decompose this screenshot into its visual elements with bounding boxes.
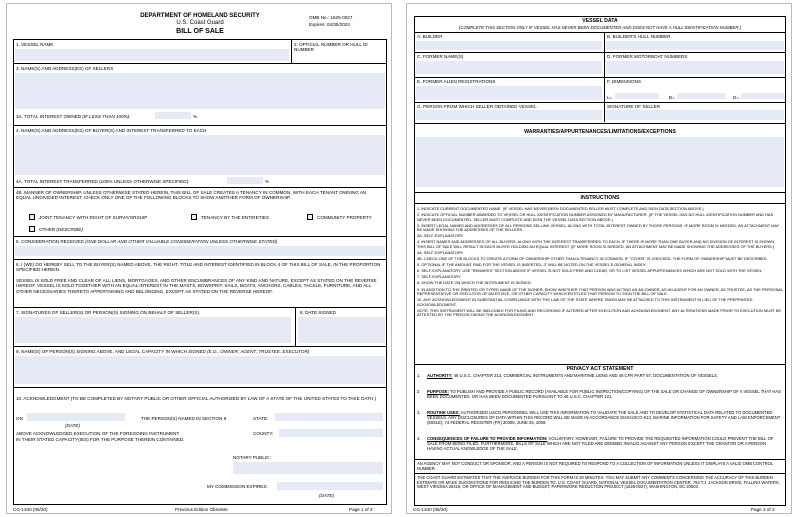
community-property-checkbox[interactable] [307, 214, 313, 220]
divider [13, 307, 387, 308]
obtained-from-label: G. PERSON FROM WHICH SELLER OBTAINED VESSEL [417, 104, 537, 109]
depth-label: D= [733, 95, 740, 100]
omb-number: OMB No.: 1625-0027 [309, 15, 353, 20]
date-signed-label: 8. DATE SIGNED [300, 310, 336, 315]
other-ownership-checkbox[interactable] [29, 226, 35, 232]
joint-tenancy-checkbox[interactable] [29, 214, 35, 220]
depth-input[interactable] [741, 93, 784, 99]
divider [414, 52, 786, 53]
divider [414, 203, 786, 204]
hull-number-input[interactable] [606, 41, 784, 50]
commission-expires-label: MY COMMISSION EXPIRES: [207, 484, 268, 489]
commission-expires-input[interactable] [277, 482, 383, 490]
page-number: Page 1 of 2 [349, 507, 373, 512]
other-ownership-label: OTHER (DESCRIBE) [39, 227, 83, 232]
breadth-input[interactable] [677, 93, 725, 99]
builder-input[interactable] [416, 41, 602, 50]
signer-names-label: 9. NAME(S) OF PERSON(S) SIGNING ABOVE, AND LEGAL CAPACITY IN WHICH SIGNED (E.G., OWNER, AGENT, TRUSTEE, EXECUTOR) [16, 349, 310, 354]
consideration-input[interactable] [15, 246, 385, 256]
ack-execution-text: ABOVE ACKNOWLEDGED EXECUTION OF THE FOREGOING INSTRUMENT [16, 431, 180, 436]
vessel-name-input[interactable] [15, 49, 289, 61]
alien-registrations-label: E. FORMER ALIEN REGISTRATIONS [417, 79, 496, 84]
former-motorboat-label: D. FORMER MOTORBOAT NUMBERS [607, 54, 688, 59]
interest-transferred-input[interactable] [227, 177, 263, 184]
vessel-data-note: (COMPLETE THIS SECTION ONLY IF VESSEL HAS NEVER BEEN DOCUMENTED AND DOES NOT HAVE A HULL IDENTIFICATION NUMBER.) [458, 25, 742, 30]
privacy-consequences: CONSEQUENCES OF FAILURE TO PROVIDE INFORMATION: VOLUNTARY. HOWEVER, FAILURE TO PROVIDE THE REQUESTED INFORMATION COULD PREVENT THE BILL OF SALE FROM BEING FILED. FURTHERMORE, BILLS OF SALE WHICH ARE NOT FILED ARE DEEMED INVALID AGAINST ANY PERSON EXCEPT THE GRANTOR OR A PERSON HAVING ACTUAL KNOWLEDGE OF THE SALE. [427, 436, 774, 451]
instruction-item: 7. SELF-EXPLANATORY. [417, 274, 462, 280]
divider [414, 32, 786, 33]
county-input[interactable] [279, 429, 383, 437]
instruction-item: 1. INDICATE CURRENT DOCUMENTED NAME. (IF VESSEL HAS NEVER BEEN DOCUMENTED SELLER MUST COMPLETE AND SIGN DATA SECTION ABOVE.) [417, 206, 704, 211]
free-and-clear-statement: VESSEL IS SOLD FREE AND CLEAR OF ALL LIENS, MORTGAGES, AND OTHER ENCUMBRANCES OF ANY KIND AND NATURE, EXCEPT AS STATED ON THE REVERSE HEREOF. VESSEL IS SOLD TOGETHER WITH AN EQUAL INTEREST IN THE MASTS, BOWSPRIT, SAILS, BOATS, ANCHORS, CABLES, TACKLE, FURNITURE, AND ALL OTHER NECESSARIES THERETO APPERTAINING AND BELONGING, EXCEPT AS STATED ON THE REVERSE HEREOF. [16, 278, 377, 294]
instruction-item: 3A. SELF-EXPLANATORY. [417, 233, 464, 239]
expiration-date: Expires: 04/30/2023 [309, 22, 350, 27]
divider [414, 473, 786, 474]
page-number: Page 2 of 2 [751, 507, 775, 512]
divider [13, 259, 387, 260]
date-caption: (DATE) [319, 493, 334, 498]
seller-signatures-label: 7. SIGNATURES OF SELLER(S) OR PERSON(S) SIGNING ON BEHALF OF SELLER(S). [16, 310, 201, 315]
alien-registrations-input[interactable] [416, 86, 602, 100]
divider [13, 125, 387, 126]
divider [414, 364, 786, 365]
omb-control-note: AN AGENCY MAY NOT CONDUCT OR SPONSOR, AND A PERSON IS NOT REQUIRED TO RESPOND TO A COLLECTION OF INFORMATION UNLESS IT DISPLAYS A VALID OMB CONTROL NUMBER. [417, 461, 773, 471]
sellers-input[interactable] [15, 73, 385, 109]
instruction-item: 9. IN ADDITION TO THE PRINTED OR TYPED NAME OF THE SIGNER, SHOW WHETHER THAT PERSON WAS ACTING AS AN OWNER, AS AN AGENT FOR AN OWNER, AS TRUSTEE, AS THE PERSONAL REPRESENTATIVE OR EXECUTOR OF AN ESTATE, OR OTHER CAPACITY WHICH ENTITLED THAT PERSON TO SIGN THE BILL OF SALE. [417, 286, 783, 297]
department-heading: DEPARTMENT OF HOMELAND SECURITY [140, 13, 260, 19]
former-names-label: C. FORMER NAME(S) [417, 54, 464, 59]
former-motorboat-input[interactable] [606, 61, 784, 74]
hull-number-label: B. BUILDER'S HULL NUMBER [607, 34, 671, 39]
divider [291, 39, 292, 63]
privacy-act-title: PRIVACY ACT STATEMENT [566, 366, 634, 372]
consideration-label: 5. CONSIDERATION RECEIVED (ONE DOLLAR AND OTHER VALUABLE CONSIDERATION UNLESS OTHERWISE STATED) [16, 239, 278, 244]
instruction-item: 4B. CHECK ONE OF THE BLOCKS TO CREATE A FORM OF OWNERSHIP OTHER THAN A TENANCY IN COMMON. IF "OTHER" IS CHECKED, THE FORM OF OWNERSHIP MUST BE DESCRIBED. [417, 256, 768, 262]
divider [13, 187, 387, 188]
notary-signature-input[interactable] [233, 462, 383, 474]
interest-owned-input[interactable] [155, 112, 191, 119]
bill-of-sale-page-2 [406, 3, 792, 514]
ack-date-input[interactable] [27, 413, 125, 421]
sellers-label: 3. NAME(S) AND ADDRESS(ES) OF SELLERS [16, 66, 114, 71]
tenancy-entireties-checkbox[interactable] [191, 214, 197, 220]
divider [604, 102, 605, 122]
instruction-item: 6. SELF-EXPLANATORY. USE "REMARKS" SECTION ABOVE IF VESSEL IS NOT SOLD FREE AND CLEAR, OR TO LIST VESSEL APPURTENANCES WHICH ARE NOT SOLD WITH THE VESSEL. [417, 268, 764, 274]
divider [13, 236, 387, 237]
joint-tenancy-label: JOINT TENANCY WITH RIGHT OF SURVIVORSHIP [39, 215, 148, 220]
official-number-label: 2. OFFICIAL NUMBER OR HULL ID NUMBER [294, 42, 368, 53]
dimensions-label: F. DIMENSIONS [607, 79, 641, 84]
seller-signature-label: SIGNATURE OF SELLER [607, 104, 661, 109]
instruction-item: 4A. SELF-EXPLANATORY. [417, 249, 464, 255]
instruction-item: 4. INSERT NAMES AND ADDRESSES OF ALL BUYERS, ALONG WITH THE INTEREST TRANSFERRED TO EACH. IF THERE IS MORE THAN ONE BUYER AND NO DIVISION OF INTEREST IS SHOWN, THIS BILL OF SALE WILL RESULT IN EACH BUYER HOLDING AN EQUAL INTEREST. (IF MORE ROOM IS NEEDED, AN ATTACHMENT MAY BE MADE SHOWING THE ADDRESSES OF THE BUYERS.) [417, 239, 776, 249]
breadth-label: B= [669, 95, 675, 100]
divider [414, 459, 786, 460]
tenancy-entireties-label: TENANCY BY THE ENTIRETIES [201, 215, 269, 220]
privacy-item-number: 4. [417, 436, 421, 441]
builder-label: A. BUILDER [417, 34, 443, 39]
divider [295, 307, 296, 346]
vessel-name-label: 1. VESSEL NAME [16, 42, 54, 47]
length-label: L= [607, 95, 613, 100]
obtained-from-input[interactable] [416, 110, 602, 120]
agency-heading: U.S. Coast Guard [176, 20, 224, 26]
privacy-routine-uses: ROUTINE USES: AUTHORIZED USCG PERSONNEL WILL USE THIS INFORMATION TO VALIDATE THE SALE AND TO DEVELOP STATISTICAL DATA RELATED TO DOCUMENTED VESSELS. ANY DISCLOSURES OF DATA WITHIN THIS RECORD WILL BE MADE IN ACCORDANCE DHS/USCG-013, MARINE INFORMATION FOR SAFETY AND LAW ENFORCEMENT (MISLE), 74 FEDERAL REGISTER (FR) 30305, JUNE 25, 2009. [427, 410, 781, 425]
divider [13, 63, 387, 64]
divider [414, 77, 786, 78]
county-label: COUNTY: [253, 431, 274, 436]
divider [13, 387, 387, 388]
warranties-title: WARRANTIES/APPURTENANCES/LIMITATIONS/EXCEPTIONS [524, 129, 676, 135]
warranties-input[interactable] [416, 137, 784, 187]
acknowledgment-label: 10. ACKNOWLEDGMENT (TO BE COMPLETED BY NOTARY PUBLIC OR OTHER OFFICIAL AUTHORIZED BY LAW OF A STATE OF THE UNITED STATES TO TAKE OATH.) [16, 396, 377, 401]
former-names-input[interactable] [416, 61, 602, 74]
divider [414, 102, 786, 103]
percent-sign: % [193, 114, 198, 119]
person-named-label: THE PERSON(S) NAMED IN SECTION 9 [141, 416, 227, 421]
instruction-item: 8. SHOW THE DATE ON WHICH THE INSTRUMENT IS SIGNED. [417, 280, 532, 286]
total-interest-owned-label: 3A. TOTAL INTEREST OWNED (IF LESS THAN 100%): [16, 114, 131, 119]
privacy-item-number: 3. [417, 410, 421, 415]
instruction-item: 5. OPTIONAL IF THE AMOUNT PAID FOR THE VESSEL IS INSERTED, IT WILL BE NOTED ON THE VESSEL'S GENERAL INDEX. [417, 262, 647, 268]
form-title: BILL OF SALE [176, 28, 224, 35]
manner-of-ownership-text: 4B. MANNER OF OWNERSHIP. UNLESS OTHERWISE STATED HEREIN, THIS BILL OF SALE CREATES A TENANCY IN COMMON, WITH EACH TENANT OWNING AN EQUAL UNDIVIDED INTEREST. CHECK ONLY ONE OF THE FOLLOWING BLOCKS TO SHOW ANOTHER FORM OF OWNERSHIP. [16, 190, 367, 201]
divider [13, 346, 387, 347]
edition-note: Previous Edition Obsolete [175, 507, 228, 512]
instruction-item: 2. INDICATE OFFICIAL NUMBER AWARDED TO VESSEL OR HULL IDENTIFICATION NUMBER ASSIGNED BY MANUFACTURER. (IF THE VESSEL HAS NO HULL IDENTIFICATION NUMBER AND HAS NEVER BEEN DOCUMENTED, SELLER MUST COMPLETE AND SIGN THE VESSEL DATA SECTION ABOVE.) [417, 212, 774, 222]
privacy-item-number: 2. [417, 389, 421, 394]
state-input[interactable] [275, 413, 383, 421]
burden-statement: THE COAST GUARD ESTIMATES THAT THE AVERAGE BURDEN FOR THIS FORM IS 20 MINUTES. YOU MAY SUBMIT ANY COMMENTS CONCERNING THE ACCURACY OF THIS BURDEN ESTIMATE OR MAKE SUGGESTIONS FOR REDUCING THE BURDEN TO: U.S. COAST GUARD, NATIONAL VESSEL DOCUMENTATION CENTER, 792 T.J. JACKSON DRIVE, FALLING WATERS, WEST VIRGINIA 25419, OR OFFICE OF MANAGEMENT AND BUDGET, PAPERWORK REDUCTION PROJECT (1625-0027), WASHINGTON, DC 20503. [417, 475, 780, 490]
percent-sign: % [265, 179, 270, 184]
date-signed-input[interactable] [298, 317, 385, 343]
buyers-input[interactable] [15, 135, 385, 175]
seller-signatures-input[interactable] [15, 317, 291, 343]
total-interest-transferred-label: 4A. TOTAL INTEREST TRANSFERRED (100% UNLESS OTHERWISE SPECIFIED): [16, 179, 190, 184]
sale-statement: 6. I (WE) DO HEREBY SELL TO THE BUYER(S) NAMED ABOVE, THE RIGHT, TITLE AND INTEREST IDENTIFIED IN BLOCK 4 OF THIS BILL OF SALE, IN THE PROPORTION SPECIFIED HEREIN. [16, 262, 381, 273]
divider [414, 123, 786, 124]
instructions-list [417, 207, 783, 319]
signer-names-input[interactable] [15, 356, 385, 384]
privacy-item-number: 1. [417, 373, 421, 378]
state-label: STATE: [253, 416, 269, 421]
form-number: CG-1340 (05/20) [413, 507, 448, 512]
buyers-label: 4. NAME(S) AND ADDRESS(ES) OF BUYER(S) AND INTEREST TRANSFERRED TO EACH [16, 128, 207, 133]
seller-signature-input[interactable] [606, 110, 784, 120]
instruction-item: 3. INSERT LEGAL NAMES AND ADDRESSES OF ALL PERSONS SELLING VESSEL, ALONG WITH TOTAL INTEREST OWNED BY THOSE PERSONS. IF MORE ROOM IS NEEDED, AN ATTACHMENT MAY BE MADE SHOWING THE ADDRESSES OF THE SELLERS. [417, 222, 780, 233]
length-input[interactable] [615, 93, 659, 99]
bill-of-sale-page-1 [6, 3, 392, 514]
on-label: ON [16, 416, 23, 421]
form-number: CG-1340 (05/20) [13, 507, 48, 512]
ack-capacity-text: IN THEIR STATED CAPACITY(IES) FOR THE PURPOSE THEREIN CONTAINED. [16, 437, 185, 442]
date-caption: (DATE) [65, 423, 80, 428]
community-property-label: COMMUNITY PROPERTY [317, 215, 372, 220]
divider [414, 192, 786, 193]
privacy-purpose: PURPOSE: TO PUBLISH AND PROVIDE A PUBLIC RECORD (AVAILABLE FOR PUBLIC INSPECTION/COPYING) OF THE SALE OR CHANGE OF OWNERSHIP OF A VESSEL THAT HAS BEEN DOCUMENTED, OR HAS BEEN DOCUMENTED PURSUANT TO 46 U.S.C. CHAPTER 121. [427, 389, 782, 399]
notary-public-label: NOTARY PUBLIC: [233, 455, 271, 460]
instruction-item: NOTE: THIS INSTRUMENT WILL BE INELIGIBLE FOR FILING AND RECORDING IF ALTERED AFTER EXECUTION AND ACKNOWLEDGMENT. ANY ALTERATIONS MADE PRIOR TO EXECUTION MUST BE ATTESTED BY THE PERSON TAKING THE ACKNOWLEDGMENT. [417, 307, 782, 318]
instructions-title: INSTRUCTIONS [580, 195, 620, 201]
instruction-item: 10. ANY ACKNOWLEDGMENT IN SUBSTANTIAL COMPLIANCE WITH THE LAW OF THE STATE WHERE TAKEN MAY BE ATTACHED TO THIS INSTRUMENT IN LIEU OF THE PREPRINTED ACKNOWLEDGMENT. [417, 297, 753, 307]
vessel-data-title: VESSEL DATA [582, 18, 618, 24]
privacy-authority: AUTHORITY: 46 U.S.C. CHAPTER 313, COMMERCIAL INSTRUMENTS AND MARITIME LIENS AND 46 CFR PART 67, DOCUMENTATION OF VESSELS. [427, 373, 718, 378]
